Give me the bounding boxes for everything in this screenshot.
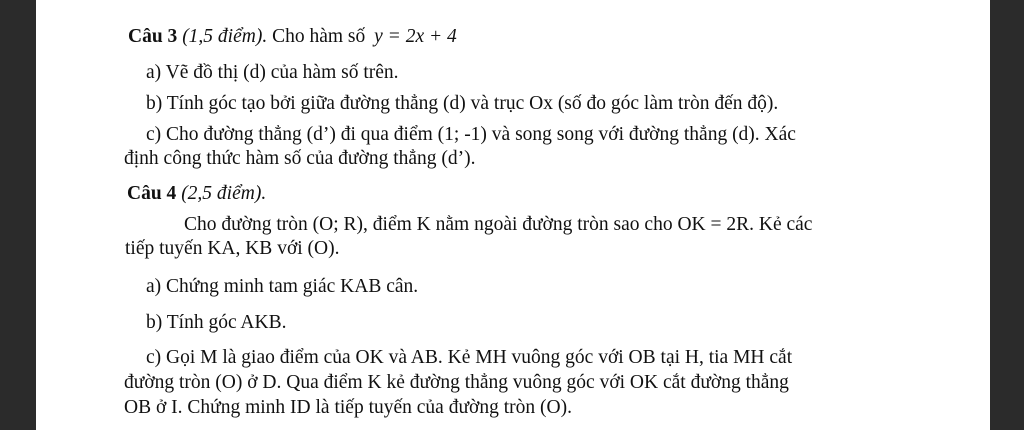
question-4-part-c-line-3: OB ở I. Chứng minh ID là tiếp tuyến của đường tròn (O).	[124, 397, 572, 418]
question-3-points: (1,5 điểm).	[182, 26, 268, 47]
question-4-part-b: b) Tính góc AKB.	[146, 312, 287, 333]
question-4-intro-line-1: Cho đường tròn (O; R), điểm K nằm ngoài đường tròn sao cho OK = 2R. Kẻ các	[184, 214, 813, 235]
question-4-intro-line-2: tiếp tuyến KA, KB với (O).	[125, 238, 340, 259]
question-4-points: (2,5 điểm).	[181, 183, 267, 204]
question-4-part-c-line-2: đường tròn (O) ở D. Qua điểm K kẻ đường thẳng vuông góc với OK cắt đường thẳng	[124, 372, 789, 393]
question-3-part-c-line-2: định công thức hàm số của đường thẳng (d’).	[124, 148, 476, 169]
question-3-part-c-line-1: c) Cho đường thẳng (d’) đi qua điểm (1; -1) và song song với đường thẳng (d). Xác	[146, 124, 796, 145]
question-4-heading	[127, 182, 266, 206]
function-formula: y = 2x + 4	[374, 26, 457, 47]
question-3-heading	[128, 25, 457, 49]
question-4-part-a: a) Chứng minh tam giác KAB cân.	[146, 276, 419, 297]
question-3-part-b: b) Tính góc tạo bởi giữa đường thẳng (d) và trục Ox (số đo góc làm tròn đến độ).	[146, 93, 779, 114]
document-page	[36, 0, 990, 430]
question-3-label: Câu 3	[128, 26, 178, 47]
question-4-label: Câu 4	[127, 183, 177, 204]
question-3-part-a: a) Vẽ đồ thị (d) của hàm số trên.	[146, 62, 399, 83]
question-3-intro: Cho hàm số	[272, 26, 366, 47]
question-4-part-c-line-1: c) Gọi M là giao điểm của OK và AB. Kẻ MH vuông góc với OB tại H, tia MH cắt	[146, 347, 793, 368]
